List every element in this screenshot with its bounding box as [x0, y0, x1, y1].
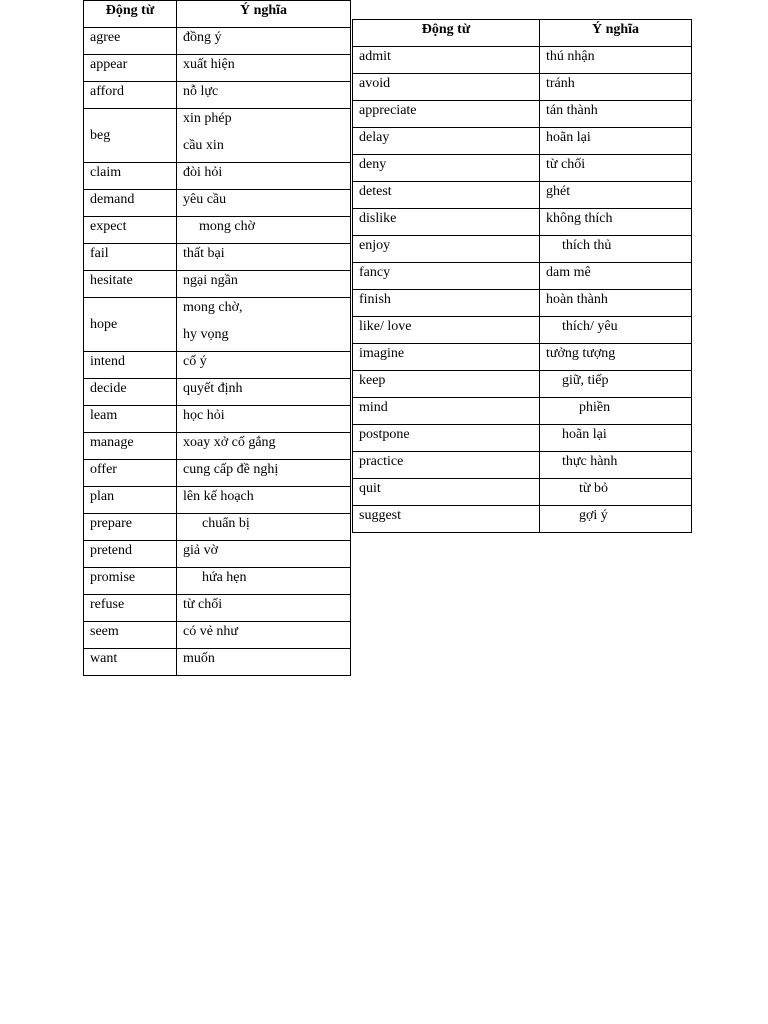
verb-table-right	[352, 19, 692, 533]
verb-cell: deny	[353, 155, 540, 182]
table-row	[353, 182, 692, 209]
verb-cell: practice	[353, 452, 540, 479]
verb-cell: delay	[353, 128, 540, 155]
meaning-cell: hoàn thành	[540, 290, 692, 317]
verb-table-left	[83, 0, 351, 676]
table-row	[353, 101, 692, 128]
meaning-cell: đồng ý	[177, 28, 351, 55]
table-row	[84, 217, 351, 244]
meaning-cell: tưởng tượng	[540, 344, 692, 371]
table-row	[353, 209, 692, 236]
table-row	[353, 128, 692, 155]
header-verb: Động từ	[353, 20, 540, 47]
meaning-cell: tránh	[540, 74, 692, 101]
verb-cell: mind	[353, 398, 540, 425]
meaning-cell: xoay xở cố gắng	[177, 433, 351, 460]
meaning-cell: hoãn lại	[540, 425, 692, 452]
verb-cell: quit	[353, 479, 540, 506]
meaning-cell: thích thủ	[540, 236, 692, 263]
verb-cell: intend	[84, 352, 177, 379]
table-row	[353, 371, 692, 398]
verb-cell: fancy	[353, 263, 540, 290]
table-row	[353, 155, 692, 182]
meaning-cell: giữ, tiếp	[540, 371, 692, 398]
table-row	[353, 263, 692, 290]
table-row	[84, 352, 351, 379]
table-row	[84, 622, 351, 649]
table-row	[84, 271, 351, 298]
meaning-cell	[177, 109, 351, 163]
table-row	[84, 28, 351, 55]
meaning-cell: gợi ý	[540, 506, 692, 533]
table-row	[353, 506, 692, 533]
verb-cell: suggest	[353, 506, 540, 533]
meaning-cell: tán thành	[540, 101, 692, 128]
table-row	[84, 541, 351, 568]
meaning-cell: cố ý	[177, 352, 351, 379]
verb-cell: fail	[84, 244, 177, 271]
verb-cell: hope	[84, 298, 177, 352]
table-row	[353, 452, 692, 479]
verb-cell: appear	[84, 55, 177, 82]
table-row	[353, 398, 692, 425]
table-row	[84, 163, 351, 190]
verb-cell: claim	[84, 163, 177, 190]
table-row	[84, 514, 351, 541]
verb-cell: prepare	[84, 514, 177, 541]
meaning-cell: từ chối	[177, 595, 351, 622]
meaning-cell: đòi hỏi	[177, 163, 351, 190]
verb-cell: agree	[84, 28, 177, 55]
table-row	[84, 379, 351, 406]
table-row	[84, 460, 351, 487]
meaning-cell: xuất hiện	[177, 55, 351, 82]
verb-cell: afford	[84, 82, 177, 109]
meaning-cell: cung cấp đề nghị	[177, 460, 351, 487]
table-row	[84, 82, 351, 109]
meaning-cell: có vẻ như	[177, 622, 351, 649]
verb-cell: like/ love	[353, 317, 540, 344]
verb-cell: promise	[84, 568, 177, 595]
meaning-cell: ngại ngần	[177, 271, 351, 298]
table-row	[353, 74, 692, 101]
verb-cell: keep	[353, 371, 540, 398]
meaning-cell: ghét	[540, 182, 692, 209]
verb-cell: plan	[84, 487, 177, 514]
verb-cell: refuse	[84, 595, 177, 622]
verb-cell: imagine	[353, 344, 540, 371]
table-row	[353, 290, 692, 317]
table-row	[84, 487, 351, 514]
verb-cell: beg	[84, 109, 177, 163]
meaning-cell: thực hành	[540, 452, 692, 479]
meaning-cell	[177, 298, 351, 352]
verb-cell: pretend	[84, 541, 177, 568]
table-row	[84, 109, 351, 163]
meaning-cell: phiền	[540, 398, 692, 425]
verb-cell: appreciate	[353, 101, 540, 128]
header-verb: Động từ	[84, 1, 177, 28]
verb-cell: detest	[353, 182, 540, 209]
meaning-cell: quyết định	[177, 379, 351, 406]
header-meaning: Ý nghĩa	[540, 20, 692, 47]
table-row	[84, 298, 351, 352]
table-row	[353, 344, 692, 371]
table-row	[353, 47, 692, 74]
verb-cell: decide	[84, 379, 177, 406]
meaning-cell: học hỏi	[177, 406, 351, 433]
meaning-cell: từ bỏ	[540, 479, 692, 506]
table-row	[84, 568, 351, 595]
table-row	[353, 425, 692, 452]
table-row	[84, 433, 351, 460]
meaning-line-1: mong chờ,	[183, 300, 243, 315]
meaning-cell: dam mê	[540, 263, 692, 290]
verb-cell: admit	[353, 47, 540, 74]
table-header-row	[353, 20, 692, 47]
verb-cell: enjoy	[353, 236, 540, 263]
meaning-cell: thú nhận	[540, 47, 692, 74]
meaning-cell: thất bại	[177, 244, 351, 271]
meaning-cell: nỗ lực	[177, 82, 351, 109]
meaning-cell: hứa hẹn	[177, 568, 351, 595]
meaning-cell: hoãn lại	[540, 128, 692, 155]
table-row	[84, 595, 351, 622]
meaning-cell: từ chối	[540, 155, 692, 182]
table-row	[84, 190, 351, 217]
meaning-cell: giả vờ	[177, 541, 351, 568]
table-row	[84, 55, 351, 82]
verb-cell: offer	[84, 460, 177, 487]
meaning-line-2: hy vọng	[183, 327, 229, 342]
meaning-cell: chuẩn bị	[177, 514, 351, 541]
table-row	[84, 406, 351, 433]
table-row	[353, 236, 692, 263]
verb-cell: avoid	[353, 74, 540, 101]
meaning-cell: mong chờ	[177, 217, 351, 244]
meaning-line-1: xin phép	[183, 111, 232, 126]
verb-cell: postpone	[353, 425, 540, 452]
verb-cell: leam	[84, 406, 177, 433]
verb-cell: manage	[84, 433, 177, 460]
header-meaning: Ý nghĩa	[177, 1, 351, 28]
table-row	[353, 317, 692, 344]
meaning-line-2: cầu xin	[183, 138, 224, 153]
table-header-row	[84, 1, 351, 28]
meaning-cell: thích/ yêu	[540, 317, 692, 344]
table-row	[84, 649, 351, 676]
verb-cell: dislike	[353, 209, 540, 236]
meaning-cell: không thích	[540, 209, 692, 236]
meaning-cell: yêu cầu	[177, 190, 351, 217]
verb-cell: want	[84, 649, 177, 676]
meaning-cell: muốn	[177, 649, 351, 676]
verb-cell: seem	[84, 622, 177, 649]
table-row	[84, 244, 351, 271]
table-row	[353, 479, 692, 506]
verb-cell: expect	[84, 217, 177, 244]
verb-cell: finish	[353, 290, 540, 317]
verb-cell: demand	[84, 190, 177, 217]
verb-cell: hesitate	[84, 271, 177, 298]
meaning-cell: lên kế hoạch	[177, 487, 351, 514]
